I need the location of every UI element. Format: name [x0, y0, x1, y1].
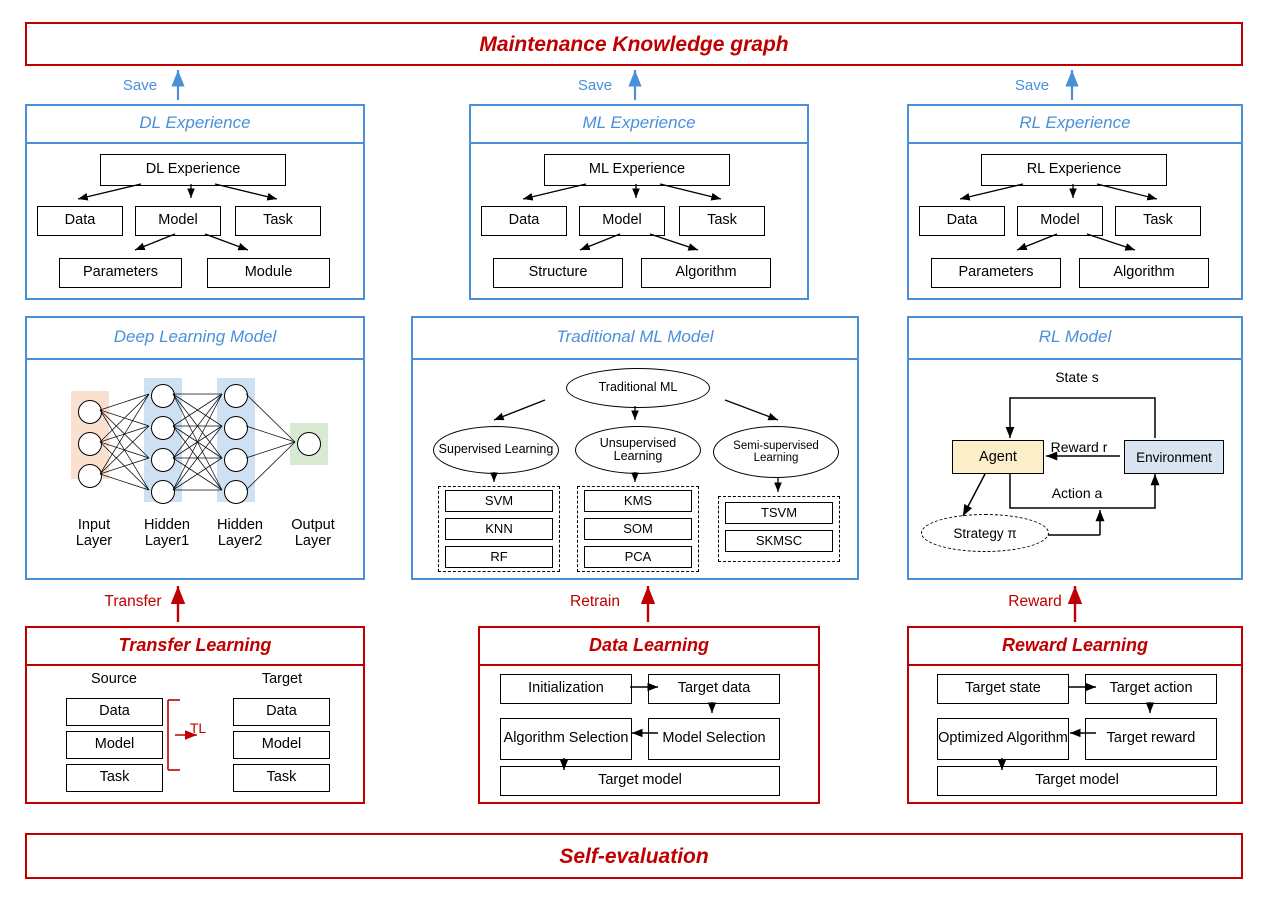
transfer-learning-divider — [27, 664, 363, 666]
reward-learning-box — [907, 626, 1243, 804]
reward-learning-title: Reward Learning — [1001, 635, 1149, 655]
neuron-input-1 — [78, 400, 102, 424]
reward-learning-divider — [909, 664, 1241, 666]
traditional-ml-model-title: Traditional ML Model — [556, 327, 714, 346]
agent-node: Agent — [952, 440, 1044, 474]
action-edge-label: Action a — [1051, 485, 1103, 501]
rl-exp-parameters: Parameters — [931, 258, 1061, 288]
reward-edge-label: Reward r — [1050, 439, 1108, 455]
transfer-learning-box — [25, 626, 365, 804]
rl-model-divider — [909, 358, 1241, 360]
retrain-label: Retrain — [570, 593, 620, 610]
maintenance-knowledge-graph-label: Maintenance Knowledge graph — [479, 33, 789, 56]
algo-svm: SVM — [445, 490, 553, 512]
algo-kms: KMS — [584, 490, 692, 512]
ml-exp-root: ML Experience — [544, 154, 730, 186]
neuron-hidden2-4 — [224, 480, 248, 504]
algo-rf: RF — [445, 546, 553, 568]
target-header: Target — [261, 671, 303, 687]
ml-experience-box — [469, 104, 809, 300]
data-learning-model-selection: Model Selection — [648, 718, 780, 760]
state-edge-label: State s — [1055, 369, 1099, 385]
save-label-rl: Save — [1014, 77, 1050, 94]
target-model: Model — [233, 731, 330, 759]
target-task: Task — [233, 764, 330, 792]
dl-exp-module: Module — [207, 258, 330, 288]
neuron-hidden2-1 — [224, 384, 248, 408]
hidden-layer1-label: Hidden Layer1 — [144, 517, 190, 549]
reward-learning-target-action: Target action — [1085, 674, 1217, 704]
neuron-input-2 — [78, 432, 102, 456]
dl-exp-data: Data — [37, 206, 123, 236]
rl-model-box — [907, 316, 1243, 580]
neuron-output-1 — [297, 432, 321, 456]
neuron-hidden2-2 — [224, 416, 248, 440]
algo-skmsc: SKMSC — [725, 530, 833, 552]
rl-model-title: RL Model — [1038, 327, 1112, 346]
rl-exp-model: Model — [1017, 206, 1103, 236]
dl-experience-box — [25, 104, 365, 300]
maintenance-knowledge-graph-banner — [25, 22, 1243, 66]
unsupervised-learning-node: Unsupervised Learning — [575, 426, 701, 474]
semi-supervised-learning-node: Semi-supervised Learning — [713, 426, 839, 478]
dl-exp-root: DL Experience — [100, 154, 286, 186]
transfer-label: Transfer — [104, 593, 162, 610]
traditional-ml-model-box — [411, 316, 859, 580]
hidden-layer2-label: Hidden Layer2 — [217, 517, 263, 549]
neuron-input-3 — [78, 464, 102, 488]
neuron-hidden2-3 — [224, 448, 248, 472]
deep-learning-model-box — [25, 316, 365, 580]
save-label-dl: Save — [122, 77, 158, 94]
source-header: Source — [91, 671, 137, 687]
rl-experience-title: RL Experience — [1019, 113, 1131, 132]
source-data: Data — [66, 698, 163, 726]
neuron-hidden1-1 — [151, 384, 175, 408]
dl-experience-divider — [27, 142, 363, 144]
algo-pca: PCA — [584, 546, 692, 568]
reward-label: Reward — [1008, 593, 1062, 610]
ml-experience-title: ML Experience — [582, 113, 696, 132]
dl-exp-task: Task — [235, 206, 321, 236]
ml-exp-structure: Structure — [493, 258, 623, 288]
source-model: Model — [66, 731, 163, 759]
dl-experience-title: DL Experience — [139, 113, 251, 132]
traditional-ml-root: Traditional ML — [566, 368, 710, 408]
input-layer-label: Input Layer — [75, 517, 113, 549]
environment-node: Environment — [1124, 440, 1224, 474]
data-learning-divider — [480, 664, 818, 666]
algo-knn: KNN — [445, 518, 553, 540]
self-evaluation-banner — [25, 833, 1243, 879]
supervised-learning-node: Supervised Learning — [433, 426, 559, 474]
neuron-hidden1-2 — [151, 416, 175, 440]
output-layer-label: Output Layer — [291, 517, 335, 549]
rl-exp-task: Task — [1115, 206, 1201, 236]
ml-model-divider — [413, 358, 857, 360]
tl-arrow-label: TL — [189, 720, 207, 736]
strategy-node: Strategy π — [921, 514, 1049, 552]
ml-exp-task: Task — [679, 206, 765, 236]
rl-experience-box — [907, 104, 1243, 300]
reward-learning-target-state: Target state — [937, 674, 1069, 704]
data-learning-target-model: Target model — [500, 766, 780, 796]
data-learning-box — [478, 626, 820, 804]
reward-learning-target-model: Target model — [937, 766, 1217, 796]
dl-exp-model: Model — [135, 206, 221, 236]
rl-exp-data: Data — [919, 206, 1005, 236]
transfer-learning-title: Transfer Learning — [118, 635, 272, 655]
ml-exp-model: Model — [579, 206, 665, 236]
reward-learning-target-reward: Target reward — [1085, 718, 1217, 760]
algo-tsvm: TSVM — [725, 502, 833, 524]
reward-learning-optimized-algorithm: Optimized Algorithm — [937, 718, 1069, 760]
ml-experience-divider — [471, 142, 807, 144]
rl-exp-root: RL Experience — [981, 154, 1167, 186]
target-data: Data — [233, 698, 330, 726]
rl-exp-algorithm: Algorithm — [1079, 258, 1209, 288]
self-evaluation-label: Self-evaluation — [559, 845, 709, 868]
ml-exp-data: Data — [481, 206, 567, 236]
neuron-hidden1-4 — [151, 480, 175, 504]
source-task: Task — [66, 764, 163, 792]
save-label-ml: Save — [577, 77, 613, 94]
data-learning-algorithm-selection: Algorithm Selection — [500, 718, 632, 760]
data-learning-initialization: Initialization — [500, 674, 632, 704]
data-learning-target-data: Target data — [648, 674, 780, 704]
data-learning-title: Data Learning — [588, 635, 710, 655]
neuron-hidden1-3 — [151, 448, 175, 472]
dl-exp-parameters: Parameters — [59, 258, 182, 288]
ml-exp-algorithm: Algorithm — [641, 258, 771, 288]
dl-model-divider — [27, 358, 363, 360]
rl-experience-divider — [909, 142, 1241, 144]
deep-learning-model-title: Deep Learning Model — [113, 327, 277, 346]
algo-som: SOM — [584, 518, 692, 540]
